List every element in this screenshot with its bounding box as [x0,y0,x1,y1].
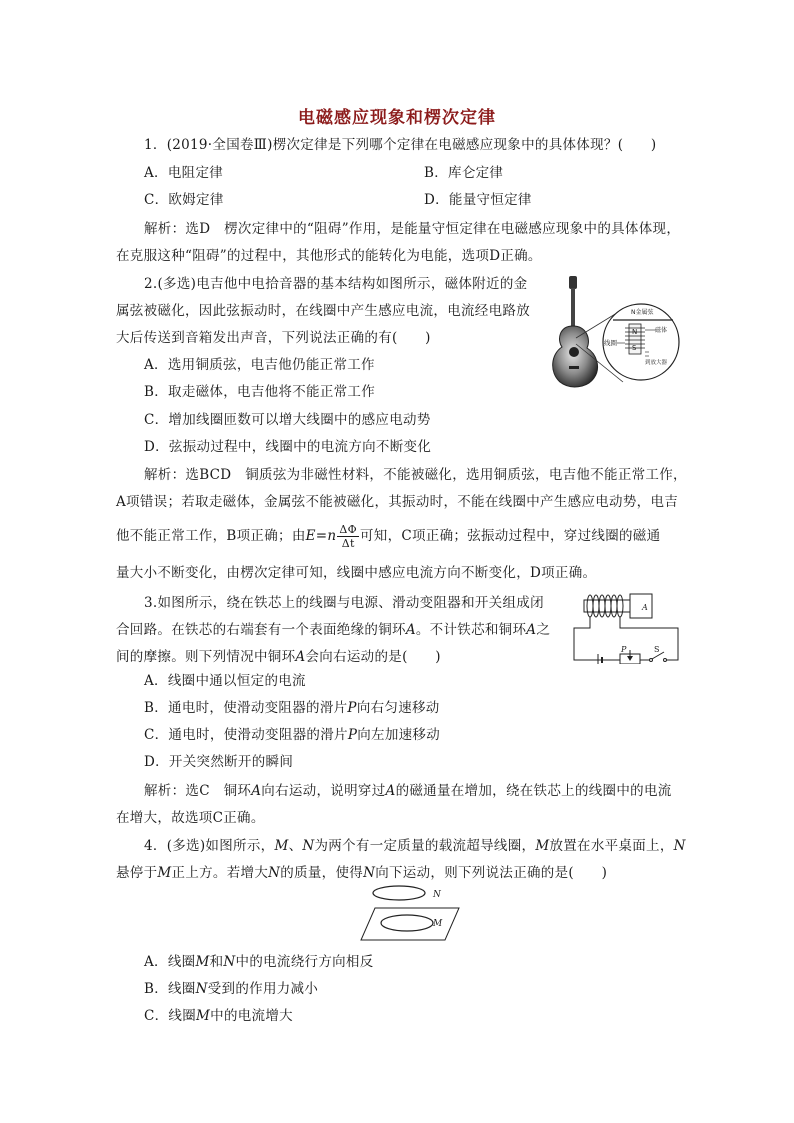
q4-option-b-b: 受到的作用力减小 [207,981,319,997]
coil-m [381,915,433,931]
q3-stem-line3-b: 会向右运动的是( ) [305,649,441,665]
var-a: A [385,783,396,799]
q4-option-b-a: B．线圈 [144,981,196,997]
copper-ring-a [630,594,652,618]
q3-stem-line3-a: 间的摩擦。则下列情况中铜环 [116,649,296,665]
var-n: N [302,838,315,854]
q1-stem: 1．(2019·全国卷Ⅲ)楞次定律是下列哪个定律在电磁感应现象中的具体体现？( ) [144,137,657,153]
q2-answer-line3-b: 可知，C项正确；弦振动过程中，穿过线圈的磁通 [359,528,661,544]
q4-stem-line2-b: 正上方。若增大 [171,865,269,881]
q3-option-a: A．线圈中通以恒定的电流 [144,673,306,689]
var-n: N [363,865,376,881]
label-coil-m: M [433,919,443,929]
fraction-denominator: Δt [341,537,355,550]
q2-stem-line2: 属弦被磁化，因此弦振动时，在线圈中产生感应电流，电流经电路放 [116,303,530,319]
q2-option-a: A．选用铜质弦，电吉他仍能正常工作 [144,357,375,373]
fraction-numerator: ΔΦ [339,523,357,536]
var-a: A [405,622,416,638]
var-m: M [535,838,550,854]
q4-option-a-c: 中的电流绕行方向相反 [235,954,374,970]
q4-option-a-a: A．线圈 [144,954,196,970]
q4-stem-line2-a: 悬停于 [116,865,158,881]
q4-stem-line1-c: 放置在水平桌面上， [549,838,674,854]
label-coil-n: N [433,890,441,900]
q3-answer-line2: 在增大，故选项C正确。 [116,810,265,826]
q3-option-b [144,698,440,718]
q2-answer-line2: A项错误；若取走磁体，金属弦不能被磁化，其振动时，不能在线圈中产生感应电动势，电吉 [116,494,679,510]
q3-stem-line3 [116,647,441,667]
q4-option-c-b: 中的电流增大 [210,1008,293,1024]
q1-option-b: B．库仑定律 [424,165,504,181]
var-a: A [295,649,306,665]
q3-stem-line2-a: 合回路。在铁芯的右端套有一个表面绝缘的铜环 [116,622,406,638]
q3-answer-line1 [144,781,672,801]
q3-stem-line2-b: 。不计铁芯和铜环 [415,622,527,638]
var-n: N [223,954,236,970]
q1-option-c: C．欧姆定律 [144,192,224,208]
flux-fraction [337,523,359,550]
q2-answer-line4: 量大小不断变化，由楞次定律可知，线圈中感应电流方向不断变化，D项正确。 [116,565,597,581]
var-m: M [157,865,172,881]
superconducting-coils-figure [355,882,465,944]
label-switch-s: S [654,645,660,654]
q2-answer-line1: 解析：选BCD 铜质弦为非磁性材料，不能被磁化，选用铜质弦，电吉他不能正常工作， [144,467,687,483]
q3-option-b-b: 向右匀速移动 [356,700,440,716]
var-m: M [274,838,289,854]
q3-stem-line1: 3.如图所示，绕在铁芯上的线圈与电源、滑动变阻器和开关组成闭 [144,595,544,611]
page-title: 电磁感应现象和楞次定律 [298,108,496,128]
label-ring-a: A [642,603,648,612]
var-m: M [195,954,210,970]
q4-stem-line1 [144,836,686,856]
q1-option-a: A．电阻定律 [144,165,224,181]
label-slider-p: P [621,645,627,654]
label-coil: 线圈 [604,339,617,347]
var-p: P [347,700,357,716]
q4-option-a [144,952,374,972]
var-a: A [526,622,537,638]
circuit-figure [570,588,686,664]
q4-option-c [144,1006,293,1026]
q2-option-b: B．取走磁体，电吉他将不能正常工作 [144,384,376,400]
q3-option-c-a: C．通电时，使滑动变阻器的滑片 [144,727,348,743]
q2-stem-line3: 大后传送到音箱发出声音，下列说法正确的有( ) [116,330,431,346]
var-m: M [196,1008,211,1024]
label-magnet: 磁体 [655,327,668,334]
q1-answer-line1: 解析：选D 楞次定律中的“阻碍”作用，是能量守恒定律在电磁感应现象中的具体体现， [144,221,681,237]
label-string: N金属弦 [631,309,654,316]
q3-option-c-b: 向左加速移动 [357,727,441,743]
var-n: N [673,838,686,854]
q4-stem-line1-a: 4．(多选)如图所示， [144,838,275,854]
q1-option-d: D．能量守恒定律 [424,192,532,208]
q3-option-b-a: B．通电时，使滑动变阻器的滑片 [144,700,348,716]
circuit-wire-left [574,617,620,660]
equals-sign: = [315,528,328,544]
q2-stem-line1: 2.(多选)电吉他中电拾音器的基本结构如图所示，磁体附近的金 [144,276,528,292]
var-p: P [347,727,358,743]
var-a: A [251,783,262,799]
guitar-icon [553,276,598,387]
iron-core [584,600,636,612]
coil-n [373,886,425,900]
q3-option-d: D．开关突然断开的瞬间 [144,754,294,770]
q1-answer-line2: 在克服这种“阻碍”的过程中，其他形式的能转化为电能，选项D正确。 [116,248,542,264]
q4-stem-line1-b: 为两个有一定质量的载流超导线圈， [314,838,536,854]
label-amplifier: 到放大器 [645,360,668,366]
label-magnet-n: N [632,328,638,336]
q4-stem-line2 [116,863,607,883]
q4-option-c-a: C．线圈 [144,1008,197,1024]
var-n: N [195,981,208,997]
q3-stem-line2-c: 之 [536,622,551,638]
q4-option-b [144,979,318,999]
q2-answer-line3-a: 他不能正常工作，B项正确；由 [116,528,306,544]
q4-stem-line2-c: 的质量，使得 [280,865,364,881]
q3-option-c [144,725,440,745]
q2-option-d: D．弦振动过程中，线圈中的电流方向不断变化 [144,439,432,455]
q4-stem-line2-d: 向下运动，则下列说法正确的是( ) [375,865,608,881]
q2-option-c: C．增加线圈匝数可以增大线圈中的感应电动势 [144,412,431,428]
q3-answer-line1-c: 的磁通量在增加，绕在铁芯上的线圈中的电流 [395,783,672,799]
q3-answer-line1-a: 解析：选C 铜环 [144,783,252,799]
q3-stem-line2 [116,620,550,640]
separator: 、 [288,838,303,854]
label-magnet-s: S [632,344,637,352]
var-n: N [268,865,281,881]
q3-answer-line1-b: 向右运动，说明穿过 [261,783,386,799]
var-e: E [305,528,316,544]
var-n: n [327,528,337,544]
q4-option-a-b: 和 [209,954,224,970]
q2-answer-line3 [116,521,660,551]
guitar-pickup-figure [545,274,680,394]
